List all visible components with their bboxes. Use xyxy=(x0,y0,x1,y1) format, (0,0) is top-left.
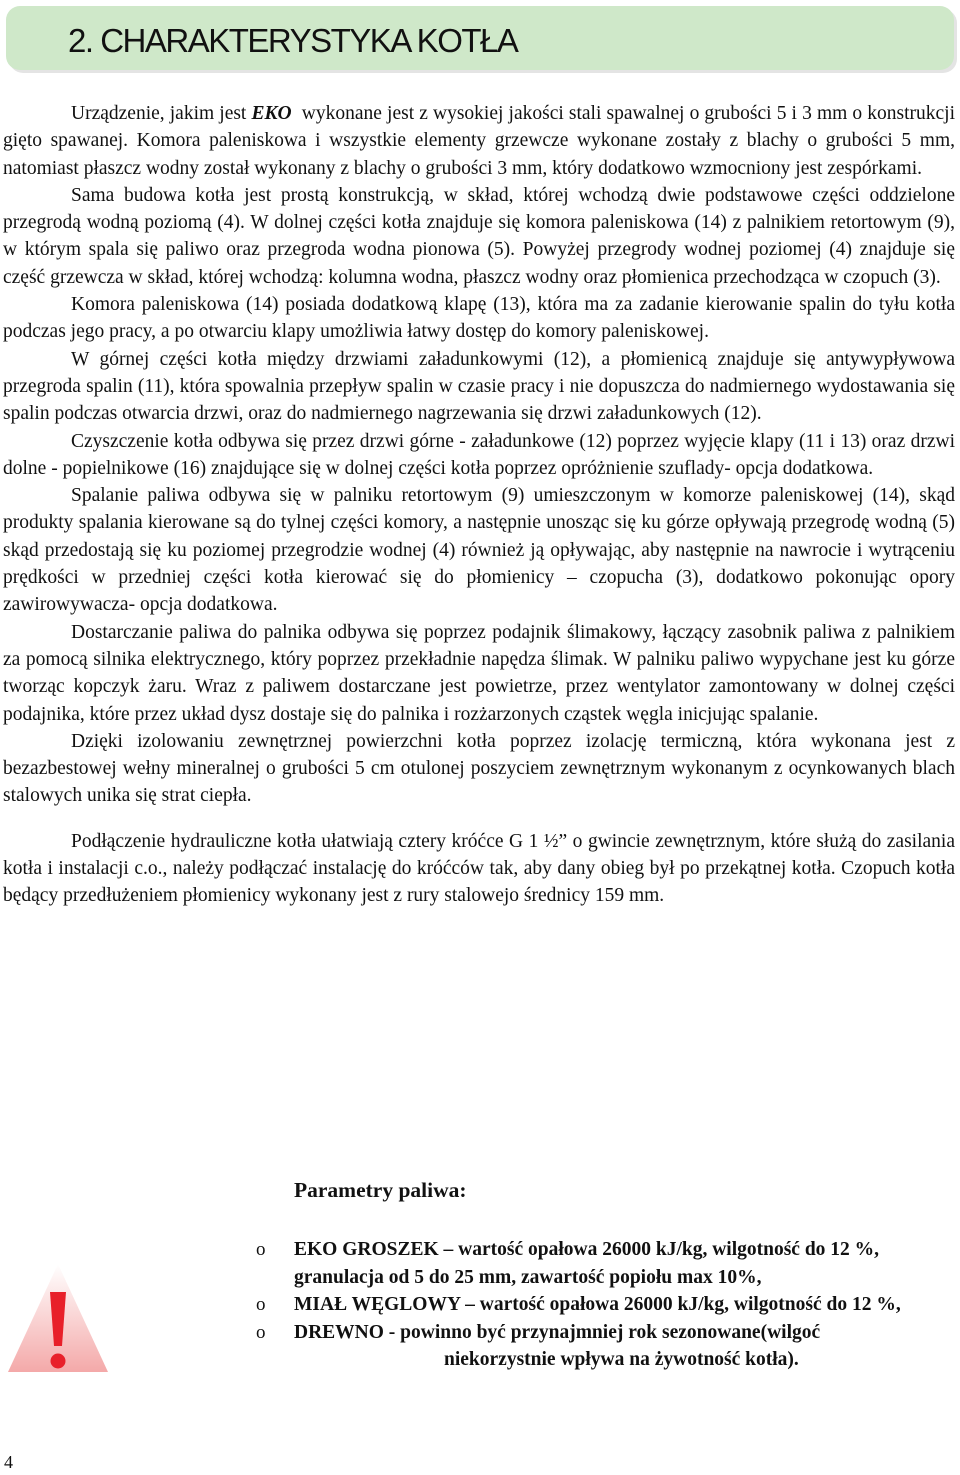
paragraph: Komora paleniskowa (14) posiada dodatkową klapę (13), która ma za zadanie kierowanie spalin do tyłu kotła podczas jego pracy, a po otwarciu klapy umożliwia łatwy dostęp do komory paleniskowej. xyxy=(3,294,955,343)
bullet: o xyxy=(256,1239,266,1260)
params-title: Parametry paliwa: xyxy=(294,1178,467,1202)
paragraph: Czyszczenie kotła odbywa się przez drzwi górne - załadunkowe (12) poprzez wyjęcie klapy (11 i 13) oraz drzwi dolne - popielnikowe (16) znajdujące się w dolnej części kotła poprzez opróżnienie szuflady- opcja dodatkowa. xyxy=(3,430,955,479)
paragraph: Sama budowa kotła jest prostą konstrukcją, w skład, której wchodzą dwie podstawowe części oddzielone przegrodą wodną poziomą (4). W dolnej części kotła znajduje się komora paleniskowa (14) z palnikiem retortowym (9), w którym spala się paliwo oraz przegroda wodna pionowa (5). Powyżej przegrody wodnej poziomej (4) znajduje się część grzewcza w skład, której wchodzą: kolumna wodna, płaszcz wodny oraz płomienica przechodząca w czopuch (3). xyxy=(3,184,955,288)
bullet: o xyxy=(256,1294,266,1315)
bullet: o xyxy=(256,1321,266,1343)
fuel-item-text: MIAŁ WĘGLOWY – wartość opałowa 26000 kJ/kg, wilgotność do 12 %, xyxy=(294,1294,901,1315)
warning-triangle-icon xyxy=(6,1262,110,1374)
section-title: 2. CHARAKTERYSTYKA KOTŁA xyxy=(68,22,518,59)
paragraph: Dzięki izolowaniu zewnętrznej powierzchni kotła poprzez izolację termiczną, która wykonana jest z bezazbestowej wełny mineralnej o grubości 5 cm otulonej poszyciem zewnętrznym wykonanym z ocynkowanych blach stalowych unika się strat ciepła. xyxy=(3,730,955,807)
paragraph xyxy=(3,100,955,182)
list-item xyxy=(256,1236,958,1291)
section-header xyxy=(6,6,954,70)
body-text xyxy=(3,100,955,910)
fuel-list xyxy=(256,1236,958,1374)
fuel-item-continuation: niekorzystnie wpływa na żywotność kotła). xyxy=(444,1349,799,1370)
list-item xyxy=(256,1319,958,1374)
page-number: 4 xyxy=(4,1452,13,1472)
paragraph: Spalanie paliwa odbywa się w palniku retortowym (9) umieszczonym w komorze paleniskowej (14), skąd produkty spalania kierowane są do tylnej części komory, a następnie unosząc się ku górze opływają przegrodę wodną (5) skąd przedostają się ku poziomej przegrodzie wodnej (4) również ją opływając, aby następnie na nawrocie i wytrąceniu prędkości w przedniej części kotła kierować się do płomienicy – czopucha (3), dodatkowo pokonując opory zawirowywacza- opcja dodatkowa. xyxy=(3,485,955,616)
paragraph: Podłączenie hydrauliczne kotła ułatwiają cztery króćce G 1 ½” o gwincie zewnętrznym, które służą do zasilania kotła i instalacji c.o., należy podłączać instalację do króćców tak, aby dany obieg był po przekątnej kotła. Czopuch kotła będący przedłużeniem płomienicy wykonany jest z rury stalowejo średnicy 159 mm. xyxy=(3,830,955,907)
paragraph-text-intro: Urządzenie, jakim jest EKO wykonane jest z wysokiej jakości stali spawalnej o grubości 5 i 3 mm o konstrukcji gięto spawanej. Komora paleniskowa i wszystkie elementy grzewcze wykonane zostały z blachy o grubości 5 mm, natomiast płaszcz wodny został wykonany z blachy o grubości 3 mm, który dodatkowo wzmocniony jest zespórkami. xyxy=(3,103,955,179)
paragraph: Dostarczanie paliwa do palnika odbywa się poprzez podajnik ślimakowy, łączący zasobnik paliwa z palnikiem za pomocą silnika elektrycznego, który poprzez przekładnie napędza ślimak. W palniku paliwo wypychane jest ku górze tworząc kopczyk żaru. Wraz z paliwem dostarczane jest powietrze, przez wentylator zamontowany w dolnej części podajnika, które przez układ dysz dostaje się do palnika i rozżarzonych cząstek węgla inicjując spalanie. xyxy=(3,621,955,725)
fuel-item-text: DREWNO - powinno być przynajmniej rok sezonowane(wilgoć xyxy=(294,1321,821,1343)
paragraph: W górnej części kotła między drzwiami załadunkowymi (12), a płomienicą znajduje się antywypływowa przegroda spalin (11), która spowalnia przepływ spalin w czasie pracy i nie dopuszcza do nadmiernego wydostawania się spalin podczas otwarcia drzwi, oraz do nadmiernego nagrzewania się drzwi załadunkowych (12). xyxy=(3,348,955,425)
list-item xyxy=(256,1291,958,1319)
fuel-item-text: EKO GROSZEK – wartość opałowa 26000 kJ/kg, wilgotność do 12 %, granulacja od 5 do 25 mm, zawartość popiołu max 10%, xyxy=(294,1239,880,1288)
